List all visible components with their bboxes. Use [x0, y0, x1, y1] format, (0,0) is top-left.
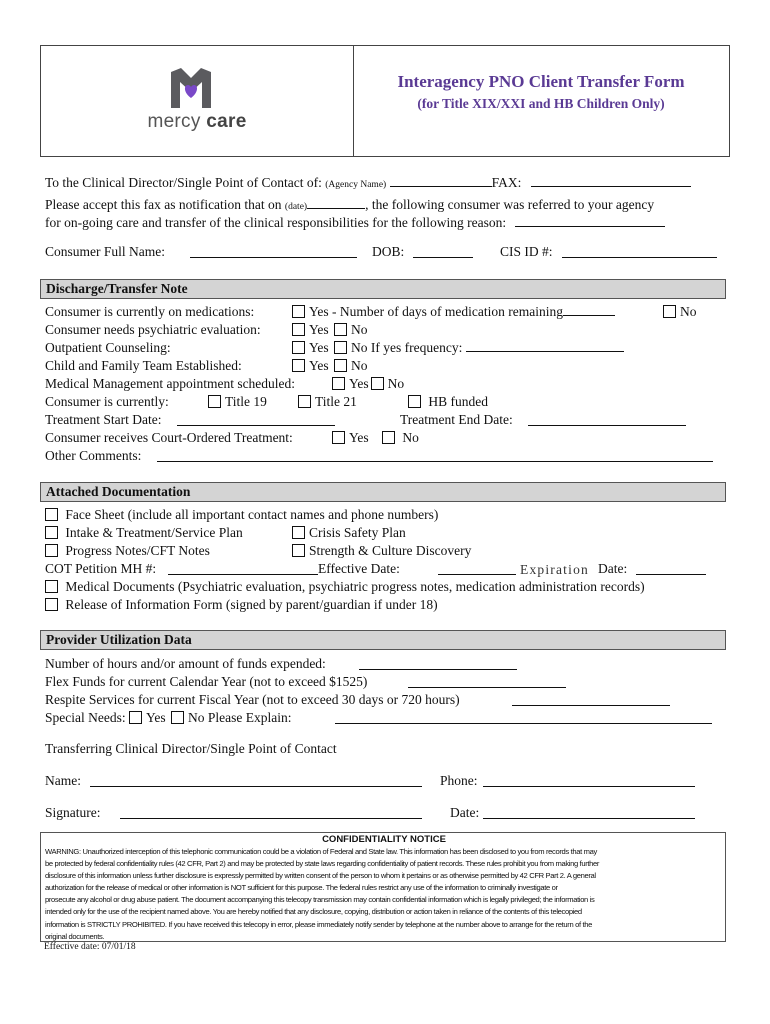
- dob-field[interactable]: [413, 245, 473, 258]
- special-no-checkbox[interactable]: [171, 711, 184, 724]
- effective-date-footer: Effective date: 07/01/18: [44, 942, 136, 952]
- referral-date-field[interactable]: [307, 196, 365, 209]
- end-date-field[interactable]: [528, 413, 686, 426]
- strength-checkbox[interactable]: [292, 544, 305, 557]
- effective-label: Effective Date:: [318, 561, 400, 576]
- expiration-label: Expiration: [520, 562, 589, 577]
- crisis-option: Crisis Safety Plan: [292, 524, 406, 541]
- mercy-care-logo-icon: [169, 68, 213, 108]
- consumer-name-field[interactable]: [190, 245, 357, 258]
- psych-no-checkbox[interactable]: [334, 323, 347, 336]
- notice-line: be protected by federal confidentiality rules (42 CFR, Part 2) and may be protected by state laws regarding confidentiality of patient records. These rules prohibit you from making further: [45, 859, 600, 869]
- form-header: [40, 45, 730, 157]
- psych-options: Yes No: [292, 321, 368, 338]
- expiration-date-field[interactable]: [636, 562, 706, 575]
- cft-label: Child and Family Team Established:: [45, 358, 242, 373]
- cft-no-checkbox[interactable]: [334, 359, 347, 372]
- fax-field[interactable]: [531, 174, 691, 187]
- notice-line: prosecute any alcohol or drug abuse patient. The document accompanying this telecopy transmission may contain confidential information which is legally privileged; the information is: [45, 895, 595, 905]
- name-label: Name:: [45, 773, 81, 788]
- court-label: Consumer receives Court-Ordered Treatment:: [45, 430, 293, 445]
- flex-funds-field[interactable]: [408, 675, 566, 688]
- contact-name-field[interactable]: [90, 774, 422, 787]
- outpatient-options: Yes No If yes frequency:: [292, 339, 624, 356]
- notice-line: authorization for the release of medical or other information is NOT sufficient for this purpose. The federal rules restrict any use of the information to criminally investigate or: [45, 883, 558, 893]
- outpatient-label: Outpatient Counseling:: [45, 340, 171, 355]
- court-options: Yes No: [332, 429, 419, 446]
- progress-option: Progress Notes/CFT Notes: [45, 542, 210, 559]
- phone-label: Phone:: [440, 773, 478, 788]
- logo-text: mercy care: [147, 111, 247, 132]
- intake-option: Intake & Treatment/Service Plan: [45, 524, 243, 541]
- psych-yes-checkbox[interactable]: [292, 323, 305, 336]
- outpatient-yes-checkbox[interactable]: [292, 341, 305, 354]
- reason-line: for on-going care and transfer of the clinical responsibilities for the following reason:: [45, 214, 665, 231]
- title21-option: Title 21: [298, 393, 357, 410]
- medmgmt-options: Yes No: [332, 375, 404, 392]
- hours-label: Number of hours and/or amount of funds expended:: [45, 656, 326, 671]
- phone-field[interactable]: [483, 774, 695, 787]
- special-yes-checkbox[interactable]: [129, 711, 142, 724]
- outpatient-no-checkbox[interactable]: [334, 341, 347, 354]
- end-date-label: Treatment End Date:: [400, 412, 513, 427]
- reason-field[interactable]: [515, 214, 665, 227]
- medmgmt-label: Medical Management appointment scheduled:: [45, 376, 296, 391]
- to-contact-line: To the Clinical Director/Single Point of Contact of: (Agency Name) FAX:: [45, 174, 691, 194]
- medmgmt-no-checkbox[interactable]: [371, 377, 384, 390]
- outpatient-frequency-field[interactable]: [466, 339, 624, 352]
- face-sheet-checkbox[interactable]: [45, 508, 58, 521]
- notice-line: intended only for the use of the recipient named above. You are hereby notified that any disclosure, copying, distribution or action taken in reliance of the contents of this telecopied: [45, 907, 582, 917]
- start-date-label: Treatment Start Date:: [45, 412, 162, 427]
- respite-field[interactable]: [512, 693, 670, 706]
- cot-petition-field[interactable]: [168, 562, 318, 575]
- expiration-date-label: Date:: [598, 561, 628, 576]
- respite-label: Respite Services for current Fiscal Year (not to exceed 30 days or 720 hours): [45, 692, 460, 707]
- other-comments-label: Other Comments:: [45, 448, 142, 463]
- other-comments-field[interactable]: [157, 449, 713, 462]
- consumer-name-label: Consumer Full Name:: [45, 244, 165, 259]
- release-option: Release of Information Form (signed by parent/guardian if under 18): [45, 596, 438, 613]
- transferring-label: Transferring Clinical Director/Single Point of Contact: [45, 741, 337, 756]
- title21-checkbox[interactable]: [298, 395, 311, 408]
- meds-yes-option: Yes - Number of days of medication remaining: [292, 303, 615, 320]
- crisis-checkbox[interactable]: [292, 526, 305, 539]
- face-sheet-option: Face Sheet (include all important contact names and phone numbers): [45, 506, 438, 523]
- meds-no-checkbox[interactable]: [663, 305, 676, 318]
- explain-field[interactable]: [335, 711, 712, 724]
- notice-body: [45, 846, 721, 943]
- form-title: Interagency PNO Client Transfer Form: [397, 72, 685, 91]
- meds-days-field[interactable]: [563, 303, 615, 316]
- meds-no-option: No: [663, 303, 697, 320]
- notice-line: WARNING: Unauthorized interception of this telephonic communication could be a violation of Federal and State law. This information has been disclosed to you from records that may: [45, 847, 597, 856]
- cot-label: COT Petition MH #:: [45, 561, 157, 576]
- strength-option: Strength & Culture Discovery: [292, 542, 471, 559]
- accept-line: Please accept this fax as notification that on (date) , the following consumer was referred to your agency: [45, 197, 655, 212]
- flex-label: Flex Funds for current Calendar Year (not to exceed $1525): [45, 674, 368, 689]
- signature-label: Signature:: [45, 805, 101, 820]
- effective-date-field[interactable]: [438, 562, 516, 575]
- logo-cell: [41, 46, 354, 156]
- agency-name-field[interactable]: [390, 174, 492, 187]
- cft-options: Yes No: [292, 357, 368, 374]
- signature-date-field[interactable]: [483, 806, 695, 819]
- meds-yes-checkbox[interactable]: [292, 305, 305, 318]
- medical-docs-checkbox[interactable]: [45, 580, 58, 593]
- section-attached-documentation: Attached Documentation: [40, 482, 726, 502]
- meds-label: Consumer is currently on medications:: [45, 304, 255, 319]
- confidentiality-notice: [40, 832, 726, 942]
- section-provider-utilization: Provider Utilization Data: [40, 630, 726, 650]
- title19-option: Title 19: [208, 393, 267, 410]
- intake-checkbox[interactable]: [45, 526, 58, 539]
- signature-field[interactable]: [120, 806, 422, 819]
- dob-label: DOB:: [372, 244, 405, 259]
- form-subtitle: (for Title XIX/XXI and HB Children Only): [417, 96, 665, 111]
- hb-funded-checkbox[interactable]: [408, 395, 421, 408]
- start-date-field[interactable]: [177, 413, 335, 426]
- cft-yes-checkbox[interactable]: [292, 359, 305, 372]
- release-checkbox[interactable]: [45, 598, 58, 611]
- hours-field[interactable]: [359, 657, 517, 670]
- notice-line: information is STRICTLY PROHIBITED. If you have received this telecopy in error, please immediately notify sender by telephone at the number above to arrange for the return of the: [45, 919, 592, 929]
- medmgmt-yes-checkbox[interactable]: [332, 377, 345, 390]
- special-needs-line: Special Needs: Yes No Please Explain:: [45, 710, 292, 725]
- cis-label: CIS ID #:: [500, 244, 553, 259]
- progress-checkbox[interactable]: [45, 544, 58, 557]
- court-no-checkbox[interactable]: [382, 431, 395, 444]
- hb-funded-option: HB funded: [408, 393, 488, 410]
- notice-title: CONFIDENTIALITY NOTICE: [322, 834, 446, 845]
- section-discharge-transfer: Discharge/Transfer Note: [40, 279, 726, 299]
- psych-label: Consumer needs psychiatric evaluation:: [45, 322, 261, 337]
- signature-date-label: Date:: [450, 805, 480, 820]
- cis-id-field[interactable]: [562, 245, 717, 258]
- title19-checkbox[interactable]: [208, 395, 221, 408]
- notice-line: disclosure of this information unless further disclosure is expressly permitted by written consent of the person to whom it pertains or as otherwise permitted by 42 CFR Part 2. A general: [45, 871, 596, 881]
- medical-docs-option: Medical Documents (Psychiatric evaluation, psychiatric progress notes, medication administration records): [45, 578, 645, 595]
- notice-line: original documents.: [45, 931, 105, 941]
- currently-label: Consumer is currently:: [45, 394, 169, 409]
- court-yes-checkbox[interactable]: [332, 431, 345, 444]
